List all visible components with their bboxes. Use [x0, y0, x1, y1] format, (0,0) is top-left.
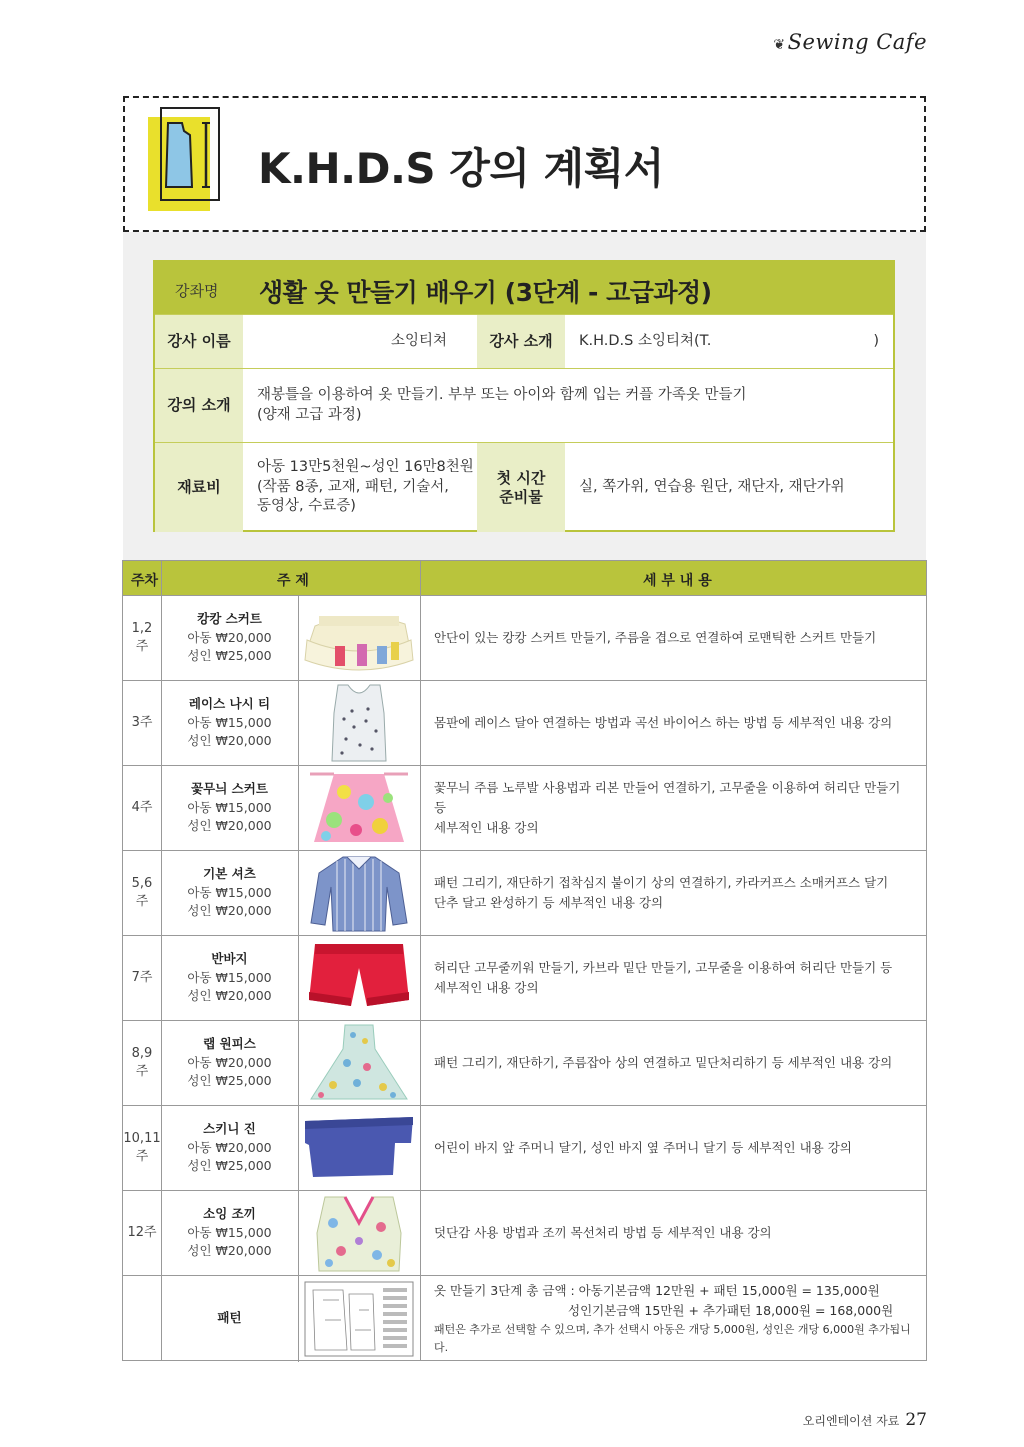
- detail-cell: 허리단 고무줄끼워 만들기, 카브라 밑단 만들기, 고무줄을 이용하여 허리단 만들기 등 세부적인 내용 강의: [434, 960, 893, 995]
- detail-cell: 어린이 바지 앞 주머니 달기, 성인 바지 옆 주머니 달기 등 세부적인 내용 강의: [434, 1140, 852, 1155]
- topic-cell: 스키니 진 아동 ₩20,000 성인 ₩25,000: [187, 1120, 272, 1174]
- week-cell: 3주: [131, 715, 153, 731]
- column-divider: [161, 561, 162, 1360]
- week-cell: 8,9 주: [131, 1046, 153, 1079]
- week-cell: 1,2 주: [131, 621, 153, 654]
- topic-cell: 소잉 조끼 아동 ₩15,000 성인 ₩20,000: [187, 1205, 272, 1259]
- week-cell: 5,6 주: [131, 876, 153, 909]
- shorts-image: [298, 936, 420, 1020]
- table-row: [123, 1020, 926, 1105]
- detail-cell: 안단이 있는 캉캉 스커트 만들기, 주름을 겹으로 연결하여 로맨틱한 스커트 만들기: [434, 630, 877, 645]
- instructor-name: 소잉티쳐: [390, 332, 447, 349]
- course-name: 생활 옷 만들기 배우기 (3단계 - 고급과정): [259, 278, 712, 307]
- topic-cell: 레이스 나시 티 아동 ₩15,000 성인 ₩20,000: [187, 695, 272, 749]
- detail-cell: 옷 만들기 3단계 총 금액 : 아동기본금액 12만원 + 패턴 15,000원 = 135,000원 성인기본금액 15만원 + 추가패턴 18,000원 = 168,000원 패턴은 추가로 선택할 수 있으며, 추가 선택시 아동은 개당 5,000원, 성인은 개당 6,000원 추가됩니다.: [434, 1282, 911, 1354]
- skirt-image: [298, 596, 420, 680]
- topic-cell: 반바지 아동 ₩15,000 성인 ₩20,000: [187, 950, 272, 1004]
- detail-cell: 패턴 그리기, 재단하기 접착심지 붙이기 상의 연결하기, 카라커프스 소매커프스 달기 단추 달고 완성하기 등 세부적인 내용 강의: [434, 875, 889, 910]
- topic-cell: 캉캉 스커트 아동 ₩20,000 성인 ₩25,000: [187, 610, 272, 664]
- lecture-intro: 재봉틀을 이용하여 옷 만들기. 부부 또는 아이와 함께 입는 커플 가족옷 만들기 (양재 고급 과정): [257, 386, 747, 423]
- week-cell: 7주: [131, 970, 153, 986]
- detail-cell: 덧단감 사용 방법과 조끼 목선처리 방법 등 세부적인 내용 강의: [434, 1225, 772, 1240]
- course-info-table: [153, 260, 895, 532]
- vest-image: [298, 1191, 420, 1275]
- instructor-row: [155, 315, 893, 369]
- page-footer: 오리엔테이션 자료 27: [802, 1410, 927, 1430]
- table-row: [123, 850, 926, 935]
- detail-cell: 몸판에 레이스 달아 연결하는 방법과 곡선 바이어스 하는 방법 등 세부적인 내용 강의: [434, 715, 893, 730]
- lecture-intro-row: [155, 369, 893, 443]
- detail-cell: 꽃무늬 주름 노루발 사용법과 리본 만들어 연결하기, 고무줄을 이용하여 허리단 만들기 등 세부적인 내용 강의: [434, 780, 901, 835]
- column-divider: [420, 561, 421, 1360]
- week-cell: 12주: [127, 1225, 157, 1241]
- shirt-image: [298, 851, 420, 935]
- instructor-intro: K.H.D.S 소잉티쳐(T. ): [579, 332, 879, 349]
- lace-top-image: [298, 681, 420, 765]
- instructor-intro-label: 강사 소개: [477, 315, 565, 368]
- course-name-row: [155, 262, 893, 315]
- material-fee-label: 재료비: [155, 443, 243, 532]
- table-row: [123, 595, 926, 680]
- week-cell: 10,11 주: [123, 1131, 161, 1164]
- week-cell: 4주: [131, 800, 153, 816]
- material-row: [155, 443, 893, 532]
- header-week: 주차: [131, 573, 159, 589]
- schedule-header: [123, 561, 926, 595]
- topic-cell: 꽃무늬 스커트 아동 ₩15,000 성인 ₩20,000: [187, 780, 272, 834]
- schedule-table: [122, 560, 927, 1361]
- topic-cell: 패턴: [217, 1310, 242, 1326]
- detail-cell: 패턴 그리기, 재단하기, 주름잡아 상의 연결하고 밑단처리하기 등 세부적인 내용 강의: [434, 1055, 893, 1070]
- pattern-image: [298, 1276, 420, 1361]
- table-row: [123, 765, 926, 850]
- first-class-label: 첫 시간 준비물: [477, 443, 565, 532]
- material-fee: 아동 13만5천원~성인 16만8천원 (작품 8종, 교재, 패턴, 기술서, 동영상, 수료증): [257, 459, 474, 515]
- topic-cell: 랩 원피스 아동 ₩20,000 성인 ₩25,000: [187, 1035, 272, 1089]
- page-title: K.H.D.S 강의 계획서: [258, 144, 664, 193]
- flower-skirt-image: [298, 766, 420, 850]
- page-number: 27: [905, 1410, 927, 1430]
- column-divider: [298, 595, 299, 1362]
- skinny-jeans-image: [298, 1106, 420, 1190]
- instructor-name-label: 강사 이름: [155, 315, 243, 368]
- table-row: [123, 680, 926, 765]
- table-row: [123, 1190, 926, 1275]
- pattern-row: [123, 1275, 926, 1361]
- first-class-items: 실, 쪽가위, 연습용 원단, 재단자, 재단가위: [579, 478, 845, 495]
- course-label: 강좌명: [175, 282, 219, 300]
- week-cell: [123, 1276, 161, 1361]
- sprig-icon: ❦: [773, 37, 786, 53]
- wrap-dress-image: [298, 1021, 420, 1105]
- table-row: [123, 1105, 926, 1190]
- topic-cell: 기본 셔츠 아동 ₩15,000 성인 ₩20,000: [187, 865, 272, 919]
- brand-logo: ❦Sewing Cafe: [773, 30, 927, 54]
- table-row: [123, 935, 926, 1020]
- header-topic: 주 제: [277, 573, 309, 589]
- header-detail: 세 부 내 용: [643, 573, 712, 589]
- pattern-ruler-icon: [148, 107, 222, 211]
- lecture-intro-label: 강의 소개: [155, 369, 243, 442]
